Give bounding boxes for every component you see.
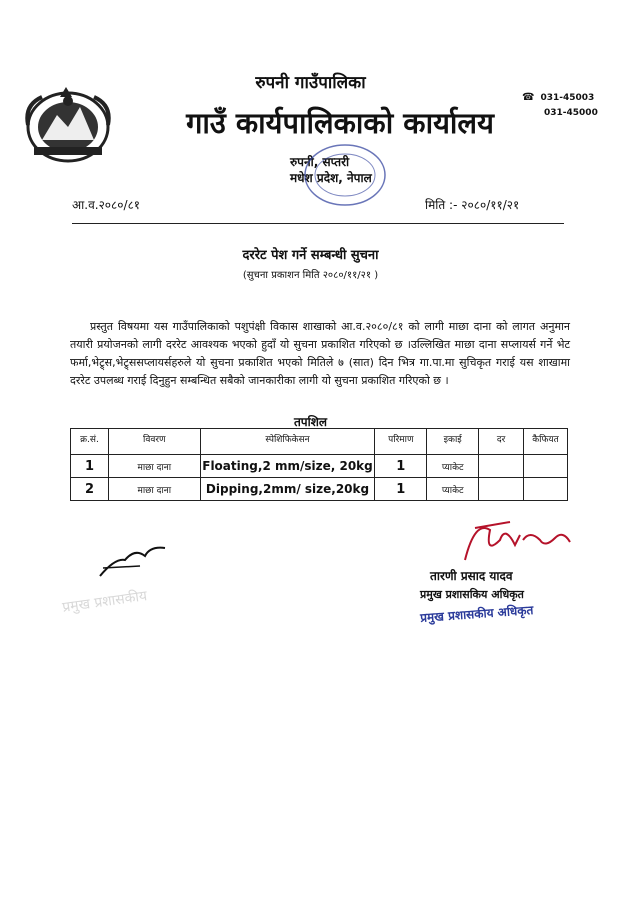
cell-rate [479, 478, 524, 501]
phone-block [522, 90, 621, 121]
officer-name: तारणी प्रसाद यादव [430, 569, 513, 583]
cell-rate [479, 455, 524, 478]
fiscal-year: आ.व.२०८०/८१ [72, 198, 141, 212]
officer-stamp: प्रमुख प्रशासकीय अधिकृत [419, 603, 534, 625]
items-table [70, 428, 568, 501]
cell-unit: प्याकेट [427, 455, 479, 478]
signature-icon [95, 538, 175, 583]
phone-icon: ☎ [522, 92, 535, 103]
table-caption: तपशिल [293, 415, 328, 429]
header-spec: स्पेशिफिकेसन [200, 429, 375, 455]
address-line-2: मधेश प्रदेश, नेपाल [290, 171, 372, 185]
office-stamp-icon [300, 140, 390, 210]
phone-number-1: 031-45003 [540, 93, 595, 103]
table-header-row [71, 429, 568, 455]
faded-stamp-text: प्रमुख प्रशासकीय [61, 588, 149, 616]
address-line-1: रुपनी, सप्तरी [290, 155, 350, 169]
notice-title: दररेट पेश गर्ने सम्बन्धी सुचना [242, 248, 379, 263]
cell-remarks [524, 455, 568, 478]
header-item: विवरण [108, 429, 200, 455]
header-remarks: कैफियत [524, 429, 568, 455]
officer-title: प्रमुख प्रशासकिय अधिकृत [420, 588, 524, 601]
cell-qty: 1 [375, 455, 427, 478]
municipality-name: रुपनी गाउँपालिका [255, 73, 366, 93]
cell-spec: Dipping,2mm/ size,20kg [200, 478, 375, 501]
header-qty: परिमाण [375, 429, 427, 455]
cell-sn: 1 [71, 455, 109, 478]
cell-spec: Floating,2 mm/size, 20kg [200, 455, 375, 478]
cell-sn: 2 [71, 478, 109, 501]
notice-body: प्रस्तुत विषयमा यस गाउँपालिकाको पशुपंक्षी विकास शाखाको आ.व.२०८०/८१ को लागी माछा दाना को लागत अनुमान तयारी प्रयोजनको लागी दररेट आवश्यक भएको हुदाँ यो सुचना प्रकाशित गरिएको छ ।उल्लिखित माछा दाना सप्लायर्स गर्ने भेट फर्मा,भेट्र्स,भेट्र्ससप्लायर्सहरुले यो सुचना प्रकाशित भएको मितिले ७ (सात) दिन भित्र गा.पा.मा सुचिकृत गराई यस शाखामा दररेट उपलब्ध गराई दिनुहुन सम्बन्धित सबैको जानकारीका लागी यो सुचना प्रकाशित गरिएको छ । [70, 320, 570, 387]
officer-signature-icon [445, 510, 585, 570]
header-rate: दर [479, 429, 524, 455]
cell-item: माछा दाना [108, 478, 200, 501]
header-sn: क्र.सं. [71, 429, 109, 455]
office-title: गाउँ कार्यपालिकाको कार्यालय [186, 106, 494, 140]
cell-unit: प्याकेट [427, 478, 479, 501]
cell-remarks [524, 478, 568, 501]
nepal-emblem-icon [22, 85, 114, 165]
table-row [71, 455, 568, 478]
cell-item: माछा दाना [108, 455, 200, 478]
header-divider [72, 223, 564, 224]
header-unit: इकाई [427, 429, 479, 455]
cell-qty: 1 [375, 478, 427, 501]
issue-date: मिति :- २०८०/११/२१ [425, 198, 520, 212]
table-row [71, 478, 568, 501]
phone-number-2: 031-45000 [544, 108, 598, 118]
notice-subtitle: (सुचना प्रकाशन मिति २०८०/११/२१ ) [242, 270, 379, 281]
